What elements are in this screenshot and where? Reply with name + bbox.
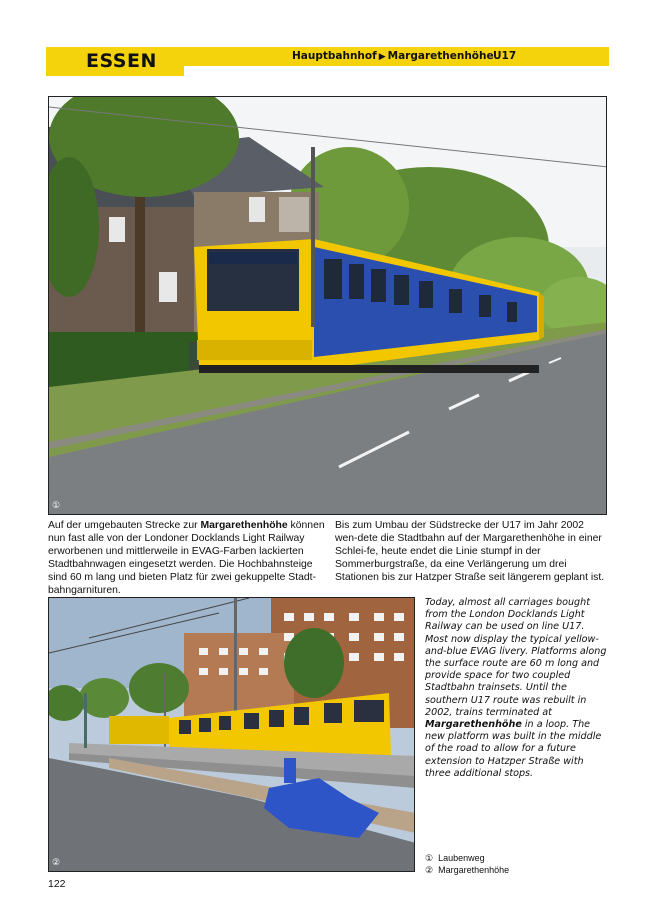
route-title xyxy=(292,50,494,64)
legend-item xyxy=(425,864,509,876)
caption-right-de: Bis zum Umbau der Südstrecke der U17 im Jahr 2002 wen-dete die Stadtbahn auf der Margarethenhöhe in einer Schlei-fe, heute endet die Linie stumpf in der Sommerburgstraße, da eine Verlängerung um drei Stationen bis zur Hatzper Straße seit längerem geplant ist. xyxy=(335,520,605,584)
caption-left-text: Auf der umgebauten Strecke zur xyxy=(48,520,201,531)
page-number: 122 xyxy=(48,878,66,890)
photo2-marker: ② xyxy=(52,857,61,867)
route-from: Hauptbahnhof xyxy=(292,50,377,62)
photo-laubenweg xyxy=(48,96,607,515)
legend-number: ② xyxy=(425,865,434,875)
caption-en-text-2: in a loop. The new platform was built in the middle of the road to allow for a future extension to Hatzper Straße with three additional stops. xyxy=(425,719,602,779)
caption-left-bold: Margarethenhöhe xyxy=(200,520,288,531)
line-label: U17 xyxy=(493,50,517,62)
legend-item xyxy=(425,852,509,864)
photo-margarethenhoehe-illustration xyxy=(49,598,415,872)
route-to: Margarethenhöhe xyxy=(387,50,494,62)
caption-left-text-2: können nun fast alle von der Londoner Docklands Light Railway erworbenen und mittlerweile in EVAG-Farben lackierten Stadtbahnwagen eingesetzt werden. Die Hochbahnsteige sind 60 m lang und bieten Platz für zwei gekuppelte Stadt-bahngarnituren. xyxy=(48,520,325,597)
photo-margarethenhoehe xyxy=(48,597,415,872)
route-arrow-icon: ▶ xyxy=(378,52,386,62)
legend-label: Laubenweg xyxy=(438,853,485,863)
caption-en-text: Today, almost all carriages bought from the London Docklands Light Railway can be used on line U17. Most now display the typical yellow-and-blue EVAG livery. Platforms along the surface route are 60 m long and provide space for two coupled Stadtbahn trainsets. Until the southern U17 route was rebuilt in 2002, trains terminated at xyxy=(425,597,607,718)
city-title: ESSEN xyxy=(46,47,184,76)
caption-en-bold: Margarethenhöhe xyxy=(425,719,522,731)
caption-english xyxy=(425,597,610,780)
photo-laubenweg-illustration xyxy=(49,97,607,515)
photo-legend xyxy=(425,852,509,876)
legend-number: ① xyxy=(425,853,434,863)
legend-label: Margarethenhöhe xyxy=(438,865,510,875)
photo1-marker: ① xyxy=(52,500,61,510)
caption-left-de xyxy=(48,519,328,598)
